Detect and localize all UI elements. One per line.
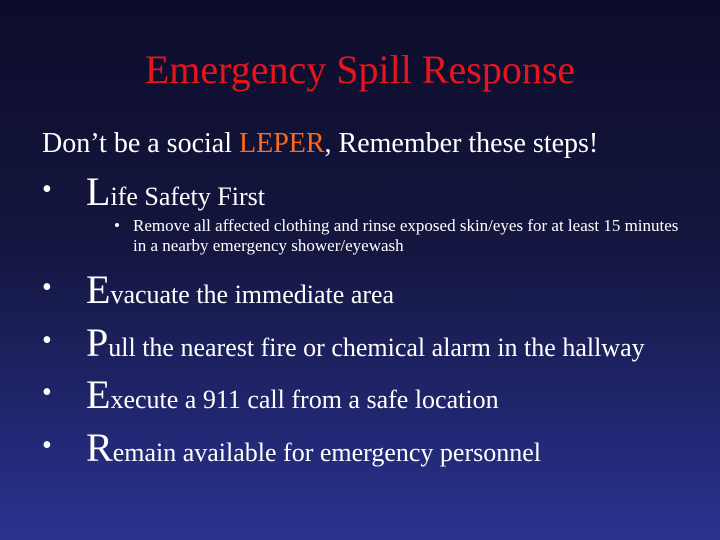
intro-line bbox=[42, 126, 598, 162]
step-text: emain available for emergency personnel bbox=[112, 438, 542, 467]
sub-point bbox=[114, 216, 694, 256]
slide-title: Emergency Spill Response bbox=[144, 47, 576, 92]
step-text: ife Safety First bbox=[110, 182, 265, 211]
bullet-icon: • bbox=[42, 377, 52, 408]
sub-point-text: Remove all affected clothing and rinse exposed skin/eyes for at least 15 minutes in a nearby emergency shower/eyewash bbox=[133, 216, 679, 255]
bullet-icon: • bbox=[42, 430, 52, 461]
bullet-icon: • bbox=[42, 174, 52, 205]
intro-highlight: LEPER bbox=[238, 128, 325, 159]
sub-bullet-icon: • bbox=[114, 216, 120, 235]
step-text: vacuate the immediate area bbox=[110, 280, 395, 309]
step-initial: E bbox=[86, 267, 111, 312]
intro-suffix: , Remember these steps! bbox=[324, 128, 599, 159]
intro-prefix: Don’t be a social bbox=[42, 128, 239, 159]
step-text: xecute a 911 call from a safe location bbox=[110, 385, 499, 414]
step-initial: L bbox=[86, 169, 111, 214]
step-text: ull the nearest fire or chemical alarm in the hallway bbox=[108, 333, 645, 362]
bullet-icon: • bbox=[42, 325, 52, 356]
step-initial: E bbox=[86, 372, 111, 417]
step-initial: P bbox=[86, 320, 109, 365]
step-initial: R bbox=[86, 425, 113, 470]
bullet-icon: • bbox=[42, 272, 52, 303]
